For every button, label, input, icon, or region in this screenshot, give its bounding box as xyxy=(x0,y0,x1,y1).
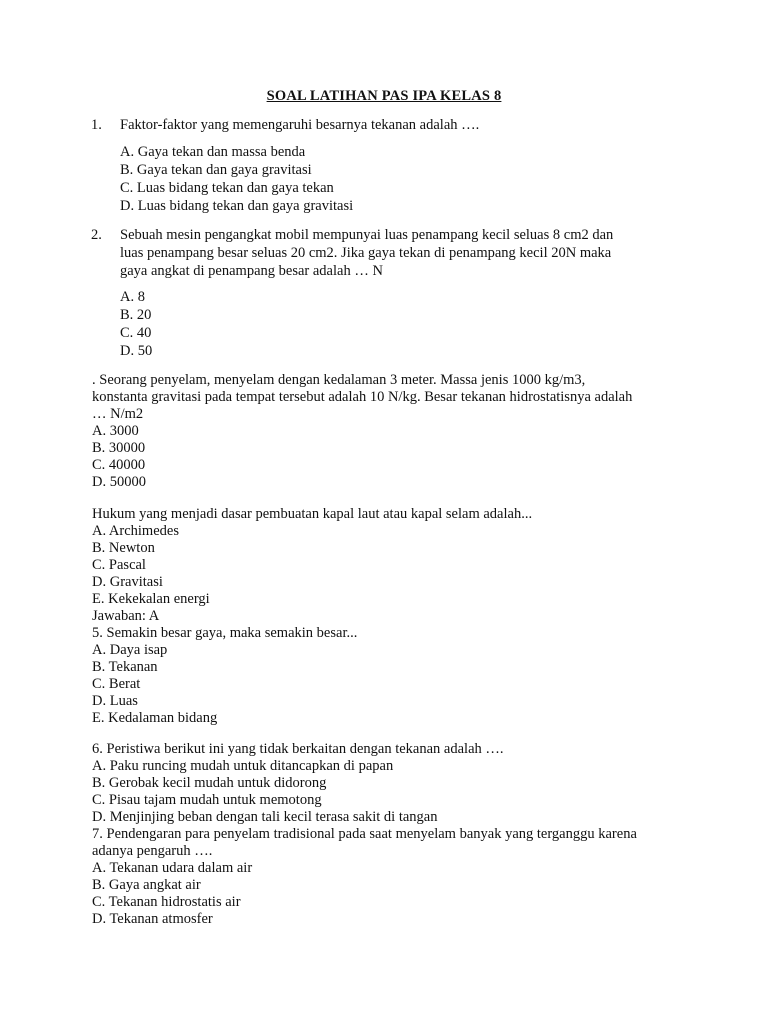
question-line: … N/m2 xyxy=(92,406,144,422)
option: B. Gerobak kecil mudah untuk didorong xyxy=(92,775,327,791)
question-3 xyxy=(92,372,632,491)
option: E. Kedalaman bidang xyxy=(92,710,218,726)
option: C. Berat xyxy=(92,676,141,692)
option: C. Luas bidang tekan dan gaya tekan xyxy=(120,180,334,196)
option: E. Kekekalan energi xyxy=(92,591,210,607)
option: B. Newton xyxy=(92,540,155,556)
question-1 xyxy=(0,116,768,216)
option: D. Luas xyxy=(92,693,138,709)
option: D. Luas bidang tekan dan gaya gravitasi xyxy=(120,198,354,214)
option: B. Tekanan xyxy=(92,659,158,675)
option: D. Gravitasi xyxy=(92,574,163,590)
question-text xyxy=(120,226,680,280)
option: A. Daya isap xyxy=(92,642,168,658)
question-line: adanya pengaruh …. xyxy=(92,843,213,859)
question-line: Hukum yang menjadi dasar pembuatan kapal laut atau kapal selam adalah... xyxy=(92,506,533,522)
option: C. Pisau tajam mudah untuk memotong xyxy=(92,792,322,808)
option: A. 3000 xyxy=(92,423,139,439)
option: B. 20 xyxy=(120,307,152,323)
option: D. 50000 xyxy=(92,474,146,490)
option: A. 8 xyxy=(120,289,145,305)
option: B. 30000 xyxy=(92,440,146,456)
option: D. 50 xyxy=(120,343,153,359)
option: A. Paku runcing mudah untuk ditancapkan di papan xyxy=(92,758,394,774)
question-6 xyxy=(92,741,637,928)
question-2-options xyxy=(120,288,152,360)
option: A. Gaya tekan dan massa benda xyxy=(120,144,306,160)
question-line: Faktor-faktor yang memengaruhi besarnya tekanan adalah …. xyxy=(120,117,480,133)
option: A. Tekanan udara dalam air xyxy=(92,860,253,876)
option: D. Tekanan atmosfer xyxy=(92,911,213,927)
option: D. Menjinjing beban dengan tali kecil terasa sakit di tangan xyxy=(92,809,438,825)
question-line: . Seorang penyelam, menyelam dengan kedalaman 3 meter. Massa jenis 1000 kg/m3, xyxy=(92,372,586,388)
question-line: Sebuah mesin pengangkat mobil mempunyai luas penampang kecil seluas 8 cm2 dan xyxy=(120,227,614,243)
page-title: SOAL LATIHAN PAS IPA KELAS 8 xyxy=(266,88,502,104)
question-4 xyxy=(92,506,532,727)
question-number: 1. xyxy=(91,117,102,133)
question-2 xyxy=(0,226,768,286)
question-line: konstanta gravitasi pada tempat tersebut adalah 10 N/kg. Besar tekanan hidrostatisnya adalah xyxy=(92,389,633,405)
question-line: 7. Pendengaran para penyelam tradisional pada saat menyelam banyak yang terganggu karena xyxy=(92,826,637,842)
option: A. Archimedes xyxy=(92,523,179,539)
answer-line: Jawaban: A xyxy=(92,608,160,624)
option: C. Tekanan hidrostatis air xyxy=(92,894,241,910)
option: C. 40 xyxy=(120,325,152,341)
option: B. Gaya tekan dan gaya gravitasi xyxy=(120,162,312,178)
question-line: gaya angkat di penampang besar adalah … N xyxy=(120,263,383,279)
question-line: 5. Semakin besar gaya, maka semakin besar... xyxy=(92,625,358,641)
question-text xyxy=(120,116,680,134)
question-1-options xyxy=(120,143,353,215)
option: B. Gaya angkat air xyxy=(92,877,201,893)
question-line: luas penampang besar seluas 20 cm2. Jika gaya tekan di penampang kecil 20N maka xyxy=(120,245,612,261)
question-line: 6. Peristiwa berikut ini yang tidak berkaitan dengan tekanan adalah …. xyxy=(92,741,504,757)
question-number: 2. xyxy=(91,227,102,243)
option: C. Pascal xyxy=(92,557,146,573)
option: C. 40000 xyxy=(92,457,146,473)
